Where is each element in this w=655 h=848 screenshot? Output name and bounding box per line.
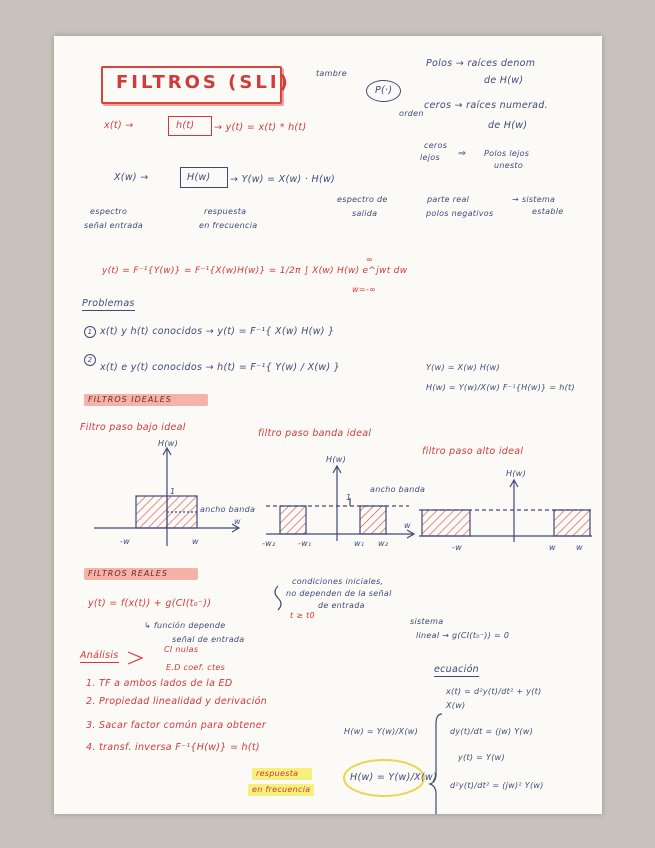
graph3-axis-w: w [576, 543, 583, 552]
graph2-tick-neg-w2: -w₂ [262, 539, 276, 548]
graph2-one: 1 [346, 493, 352, 502]
eq-time-h: h(t) [176, 120, 195, 131]
paso-bajo-label: Filtro paso bajo ideal [80, 422, 186, 433]
integral-lower-limit: w=-∞ [352, 285, 376, 294]
notebook-page [54, 36, 602, 814]
estable-label: estable [532, 207, 564, 216]
reales-t-ge-0: t ≥ t0 [290, 611, 315, 620]
ecuacion-heading: ecuación [434, 664, 480, 675]
senal-entrada-label: señal entrada [84, 221, 144, 230]
problemas-heading: Problemas [82, 298, 135, 309]
analisis-bracket [128, 652, 142, 664]
high-pass-right-band [554, 510, 590, 536]
paso-banda-label: filtro paso banda ideal [258, 428, 372, 439]
reales-formula: y(t) = f(x(t)) + g(CI(t₀⁻)) [88, 598, 212, 609]
graph3-tick-pos: w [549, 543, 556, 552]
orden-label: orden [399, 109, 424, 118]
step-1: 1. TF a ambos lados de la ED [86, 678, 233, 689]
en-frecuencia-label-2: en frecuencia [252, 785, 311, 794]
ceros-lejos: ceros [424, 141, 448, 150]
graph2-hw: H(w) [326, 455, 347, 464]
band-pass-positive-band [360, 506, 386, 534]
reales-brace [275, 586, 281, 610]
respuesta-label-2: respuesta [256, 769, 299, 778]
eq-time-output: → y(t) = x(t) * h(t) [214, 122, 307, 133]
respuesta-label: respuesta [204, 207, 247, 216]
espectro-label: espectro [90, 207, 128, 216]
page-title: FILTROS (SLI) [116, 72, 291, 93]
lejos-label: lejos [420, 153, 440, 162]
problem-1-number: 1 [84, 326, 96, 338]
graph3-hw: H(w) [506, 469, 527, 478]
graph1-axis-w: w [234, 517, 241, 526]
funcion-line-2: señal de entrada [172, 635, 245, 644]
paso-alto-label: filtro paso alto ideal [422, 446, 524, 457]
polos-line: Polos → raíces denom [426, 58, 536, 69]
problem-2-side-1: Y(w) = X(w) H(w) [426, 363, 500, 372]
ecuacion-line: x(t) = d²y(t)/dt² + y(t) [446, 687, 542, 696]
graph1-tick-neg: -w [120, 537, 131, 546]
graph3-tick-neg: -w [452, 543, 463, 552]
eq-freq-output: → Y(w) = X(w) · H(w) [230, 174, 336, 185]
graph1-one: 1 [170, 487, 176, 496]
ideales-heading: FILTROS IDEALES [88, 395, 172, 404]
boxed-equation: H(w) = Y(w)/X(w) [350, 772, 438, 783]
cond-line-1: condiciones iniciales, [292, 577, 384, 586]
high-pass-graph [419, 480, 592, 542]
graph2-tick-neg-w1: -w₁ [298, 539, 312, 548]
derivative-3: d²y(t)/dt² = (jw)² Y(w) [450, 781, 544, 790]
eq-time-input: x(t) → [104, 120, 134, 131]
step-3-equation: H(w) = Y(w)/X(w) [344, 727, 419, 736]
ceros-line-2: de H(w) [488, 120, 528, 131]
step-2: 2. Propiedad linealidad y derivación [86, 696, 268, 707]
polos-lejos-2: unesto [494, 161, 524, 170]
band-pass-graph [266, 466, 414, 541]
implies-arrow: ⇒ [458, 148, 467, 159]
ed-coef: E.D coef. ctes [166, 663, 226, 672]
step-4: 4. transf. inversa F⁻¹{H(w)} = h(t) [86, 742, 260, 753]
circled-term: P(·) [366, 80, 401, 102]
problem-1: x(t) y h(t) conocidos → y(t) = F⁻¹{ X(w) H(w) } [100, 326, 335, 337]
ecuacion-line-2: X(w) [446, 701, 466, 710]
graph1-hw: H(w) [158, 439, 179, 448]
en-frecuencia-label: en frecuencia [199, 221, 258, 230]
salida-label: salida [352, 209, 378, 218]
ceros-line: ceros → raíces numerad. [424, 100, 548, 111]
sistema-label: → sistema [512, 195, 556, 204]
sistema-line-2: lineal → g(CI(t₀⁻)) = 0 [416, 631, 510, 640]
polos-negativos-label: polos negativos [426, 209, 494, 218]
polos-lejos: Polos lejos [484, 149, 530, 158]
derivative-1: dy(t)/dt = (jw) Y(w) [450, 727, 534, 736]
graph2-axis-w: w [404, 521, 411, 530]
high-pass-left-band [422, 510, 470, 536]
eq-freq-input: X(w) → [114, 172, 149, 183]
step-3: 3. Sacar factor común para obtener [86, 720, 267, 731]
problem-2: x(t) e y(t) conocidos → h(t) = F⁻¹{ Y(w) / X(w) } [100, 362, 341, 373]
derivative-2: y(t) = Y(w) [458, 753, 505, 762]
espectro-de-label: espectro de [337, 195, 388, 204]
cond-line-3: de entrada [318, 601, 365, 610]
graph2-ancho-banda: ancho banda [370, 485, 426, 494]
low-pass-graph [94, 448, 239, 546]
funcion-line-1: ↳ función depende [144, 621, 226, 630]
graph2-tick-w2: w₂ [378, 539, 389, 548]
graph1-tick-pos: w [192, 537, 199, 546]
eq-freq-h: H(w) [187, 172, 211, 183]
analisis-heading: Análisis [80, 650, 119, 661]
graph2-tick-w1: w₁ [354, 539, 365, 548]
reales-heading: FILTROS REALES [88, 569, 168, 578]
problem-2-side-2: H(w) = Y(w)/X(w) F⁻¹{H(w)} = h(t) [426, 383, 575, 392]
cond-line-2: no dependen de la señal [286, 589, 392, 598]
integral-upper-limit: ∞ [366, 255, 373, 264]
ci-nulas: CI nulas [164, 645, 199, 654]
tambien-label: tambre [316, 69, 347, 78]
inverse-transform-formula: y(t) = F⁻¹{Y(w)} = F⁻¹{X(w)H(w)} = 1/2π ∫ X(w) H(w) e^jwt dw [102, 266, 408, 276]
graph1-ancho-banda: ancho banda [200, 505, 256, 514]
band-pass-negative-band [280, 506, 306, 534]
problem-2-number: 2 [84, 354, 96, 366]
polos-line-2: de H(w) [484, 75, 524, 86]
sistema-line-1: sistema [410, 617, 444, 626]
parte-real-label: parte real [427, 195, 470, 204]
derivatives-brace [430, 714, 442, 814]
